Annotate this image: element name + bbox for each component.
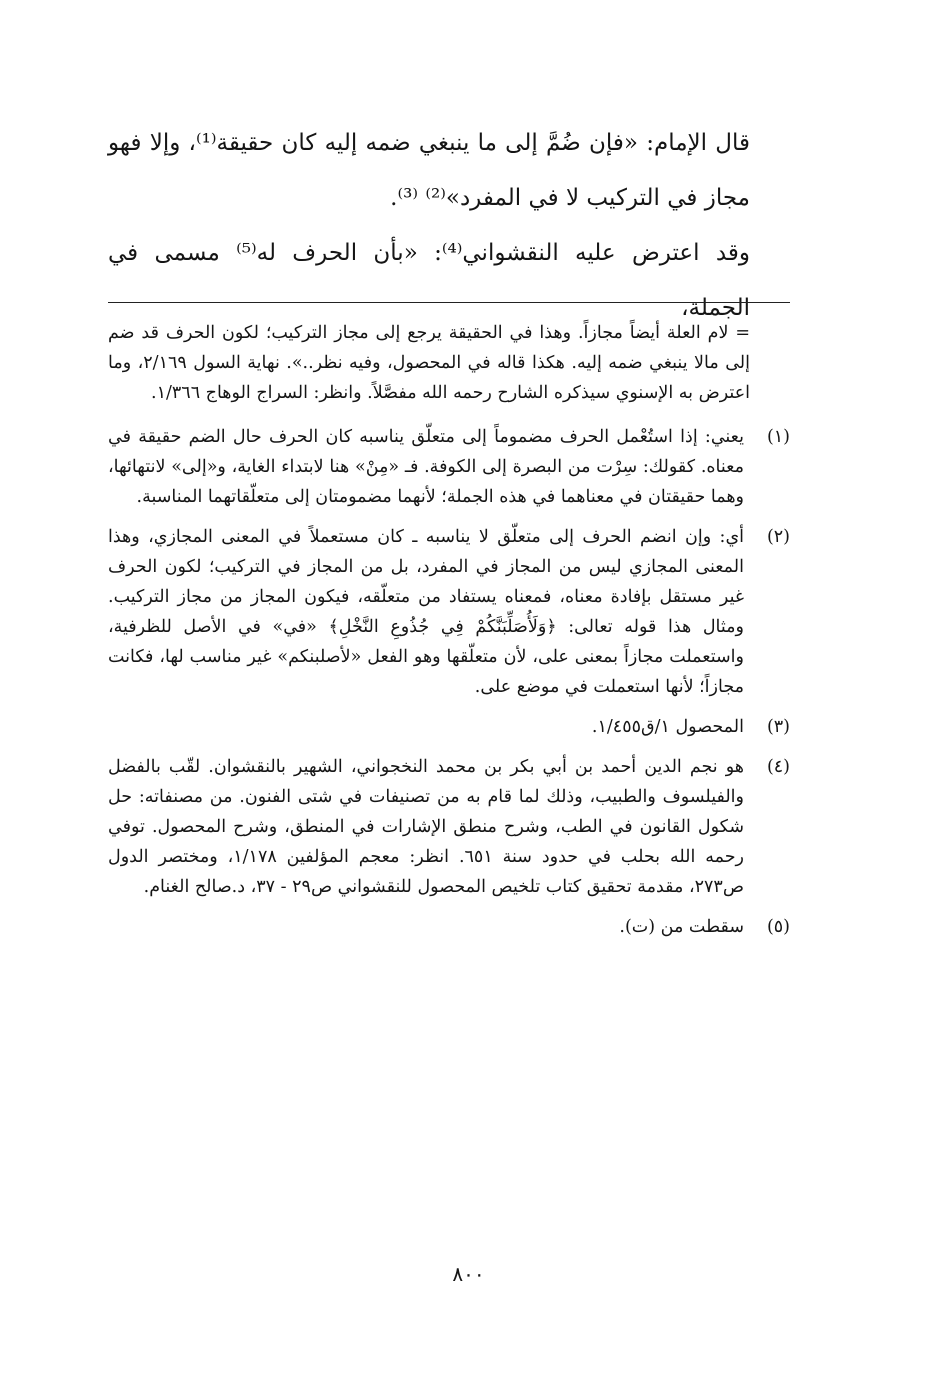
main-text-body xyxy=(108,116,790,336)
footnote-5 xyxy=(108,912,790,942)
footnote-number: (٢) xyxy=(766,527,790,547)
footnote-text: المحصول ١/ق١/٤٥٥. xyxy=(591,717,744,737)
footnote-separator xyxy=(108,302,790,303)
page-number: ٨٠٠ xyxy=(452,1262,485,1286)
footnote-number: (١) xyxy=(766,427,790,447)
footnote-number: (٤) xyxy=(766,757,790,777)
footnote-text: هو نجم الدين أحمد بن أبي بكر بن محمد النخجواني، الشهير بالنقشوان. لقّب بالفضل والفيلسوف والطبيب، وذلك لما قام به من تصنيفات في شتى الفنون. من مصنفاته: حل شكول القانون في الطب، وشرح منطق الإشارات في المنطق، وشرح المحصول. توفي رحمه الله بحلب في حدود سنة ٦٥١. انظر: معجم المؤلفين ١/١٧٨، ومختصر الدول ص٢٧٣، مقدمة تحقيق كتاب تلخيص المحصول للنقشواني ص٢٩ - ٣٧، د.صالح الغنام. xyxy=(108,757,744,897)
footnote-continuation: = لام العلة أيضاً مجازاً. وهذا في الحقيقة يرجع إلى مجاز التركيب؛ لكون الحرف قد ضم إلى مالا ينبغي ضمه إليه. هكذا قاله في المحصول، وفيه نظر..». نهاية السول ٢/١٦٩، وما اعترض به الإسنوي سيذكره الشارح رحمه الله مفصَّلاً. وانظر: السراج الوهاج ١/٣٦٦. xyxy=(108,323,750,403)
main-paragraph-1: قال الإمام: «فإن ضُمَّ إلى ما ينبغي ضمه إليه كان حقيقة⁽¹⁾، وإلا فهو مجاز في التركيب لا في المفرد»⁽²⁾ ⁽³⁾. xyxy=(108,130,750,211)
main-paragraph-2: وقد اعترض عليه النقشواني⁽⁴⁾: «بأن الحرف له⁽⁵⁾ مسمى في الجملة، xyxy=(108,240,751,321)
footnote-number: (٣) xyxy=(766,717,790,737)
footnotes-section xyxy=(108,318,790,952)
footnote-3 xyxy=(108,712,790,742)
footnote-1 xyxy=(108,422,790,512)
footnote-number: (٥) xyxy=(766,917,790,937)
footnote-2 xyxy=(108,522,790,702)
footnote-text: سقطت من (ت). xyxy=(619,917,744,937)
footnote-text: يعني: إذا استُعْمل الحرف مضموماً إلى متعلّق يناسبه كان الحرف حال الضم حقيقة في معناه. كقولك: سِرْت من البصرة إلى الكوفة. فـ «مِنْ» هنا لابتداء الغاية، و«إلى» لانتهائها، وهما حقيقتان في معناهما في هذه الجملة؛ لأنهما مضمومتان إلى متعلّقاتهما المناسبة. xyxy=(108,427,744,507)
footnote-4 xyxy=(108,752,790,902)
footnote-text: أي: وإن انضم الحرف إلى متعلّق لا يناسبه ـ كان مستعملاً في المعنى المجازي، وهذا المعنى المجازي ليس من المجاز في المفرد، بل من المجاز في التركيب؛ لكون الحرف غير مستقل بإفادة معناه، فمعناه يستفاد من متعلّقه، فيكون المجاز من مجاز التركيب. ومثال هذا قوله تعالى: ﴿وَلَأُصَلِّبَنَّكُمْ فِي جُذُوعِ النَّخْلِ﴾ «في» في الأصل للظرفية، واستعملت مجازاً بمعنى على، لأن متعلّقها وهو الفعل «لأصلبنكم» غير مناسب لها، فكانت مجازاً؛ لأنها استعملت في موضع على. xyxy=(108,527,744,697)
